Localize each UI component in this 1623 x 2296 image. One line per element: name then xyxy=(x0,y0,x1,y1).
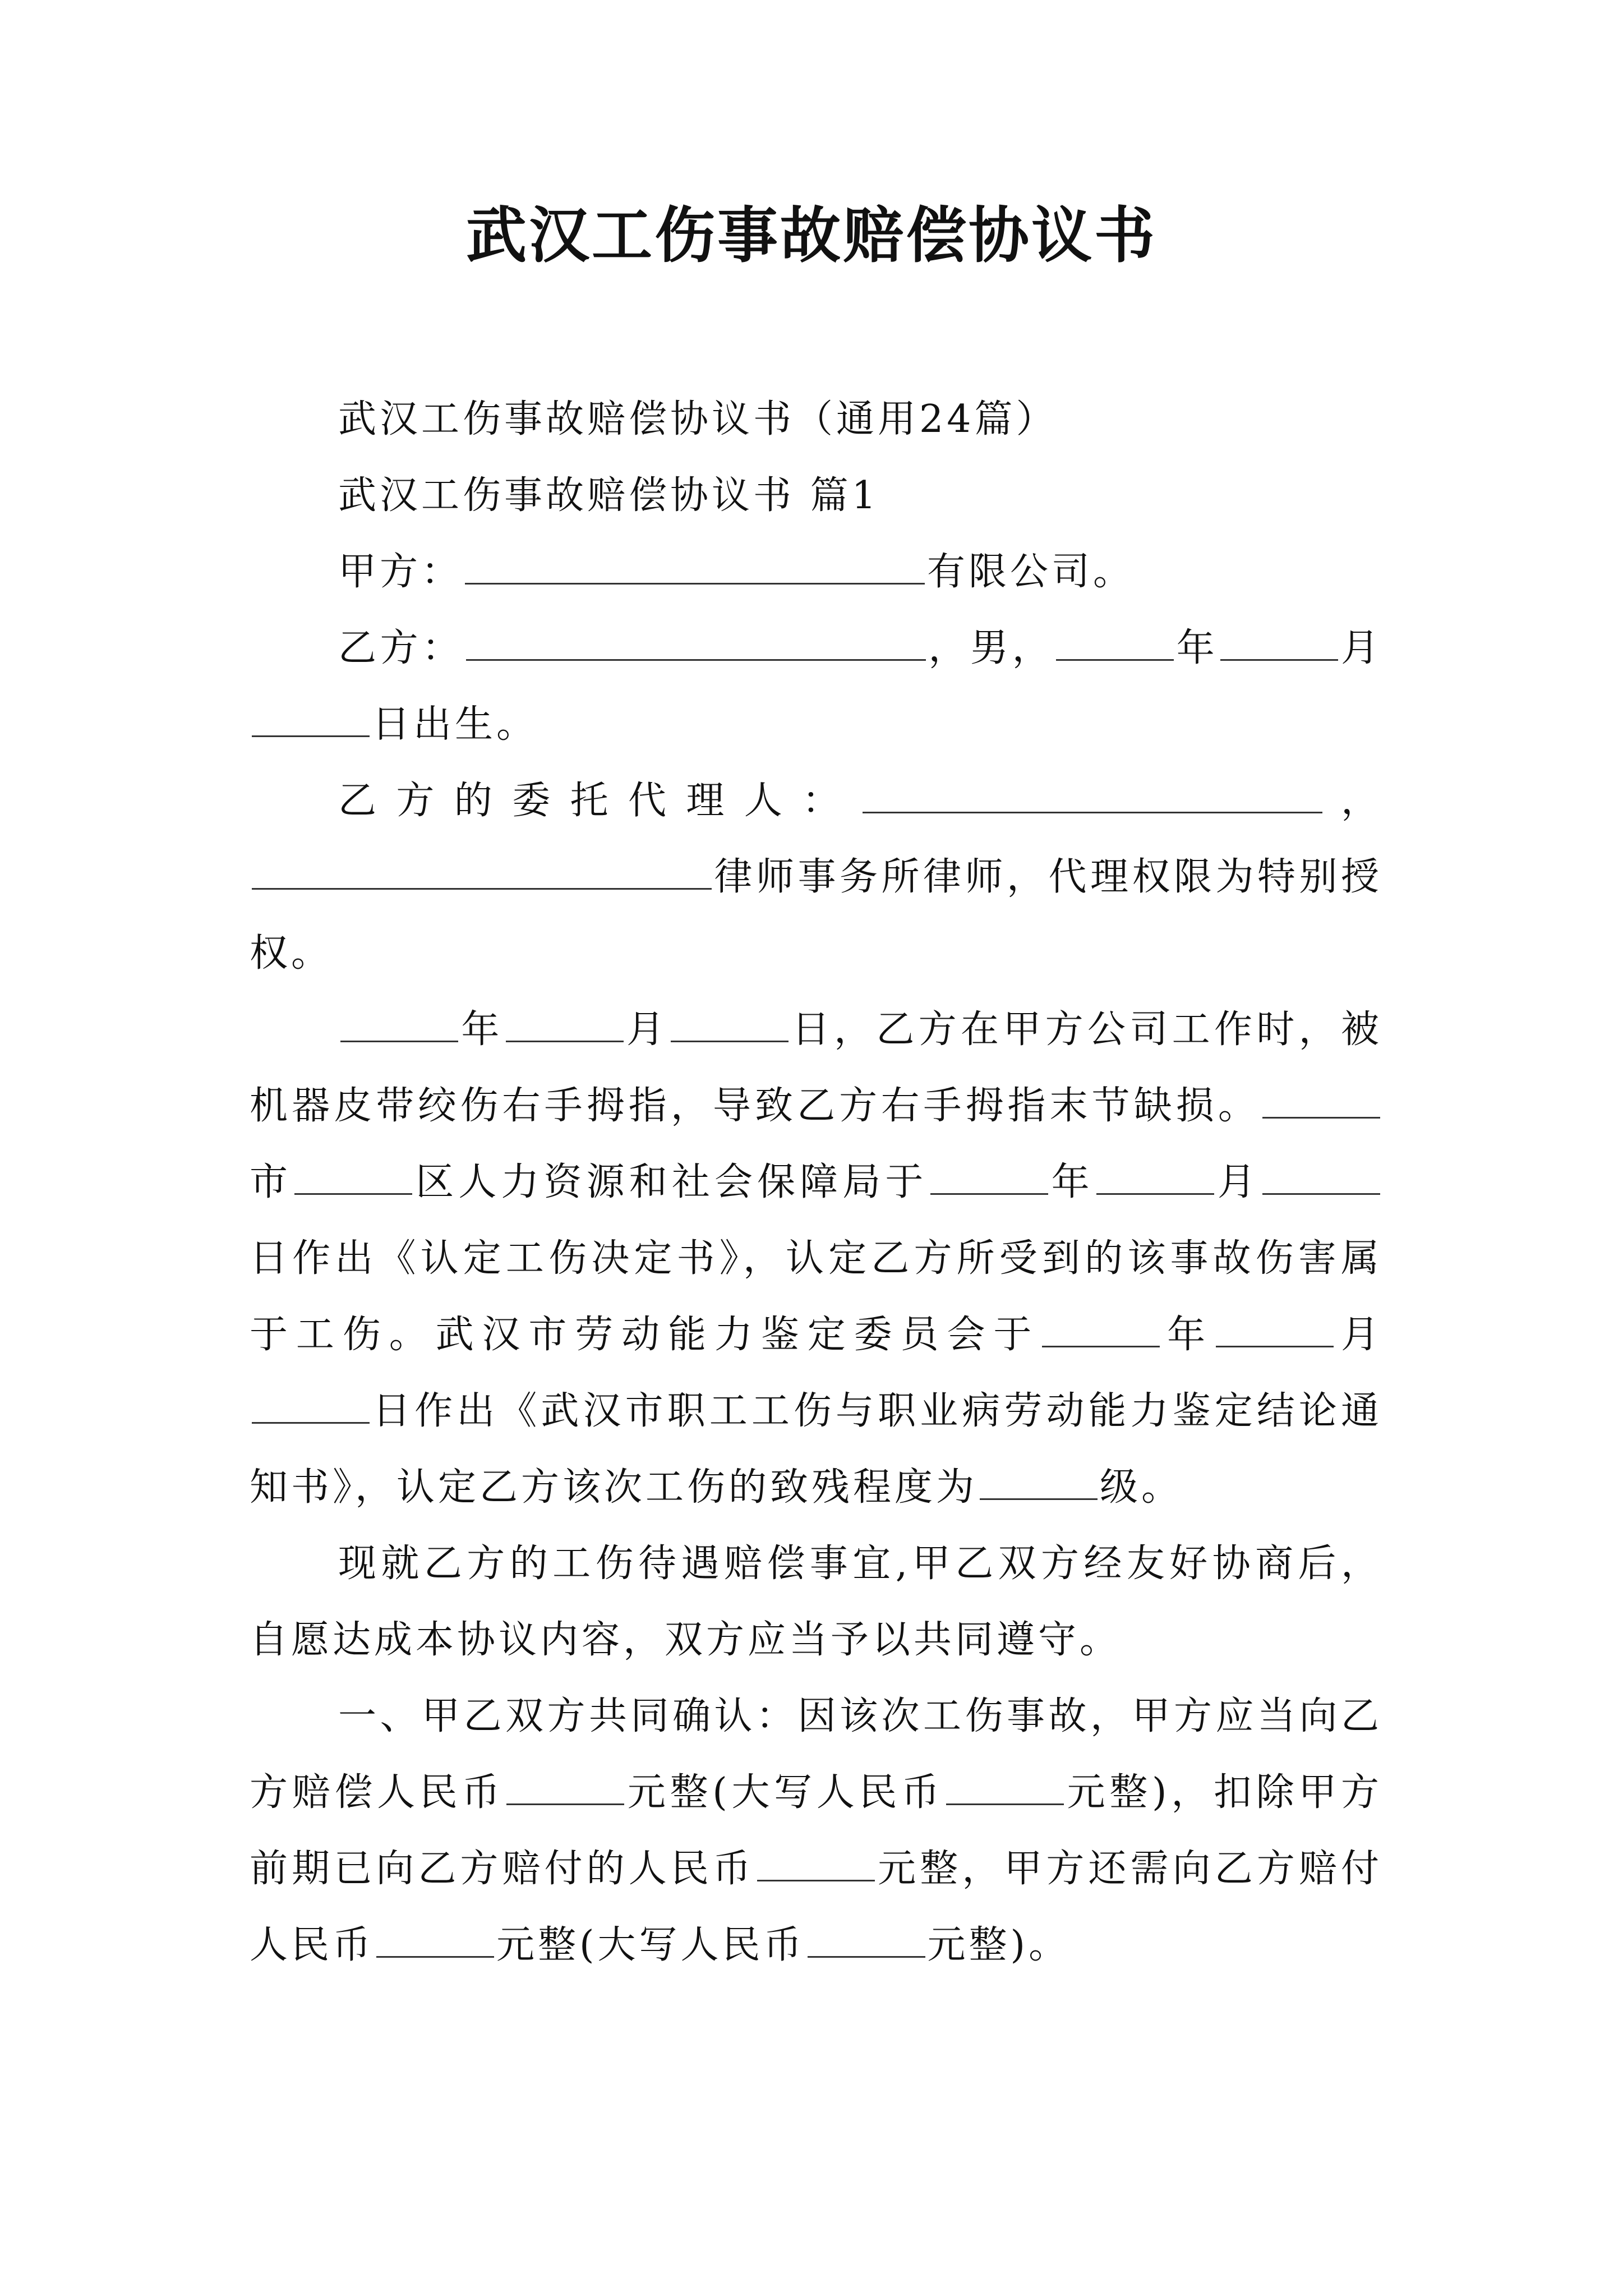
injury-paragraph xyxy=(250,992,1382,1526)
party-a-blank xyxy=(465,548,925,585)
agent-text: 律师事务所律师，代理权限为特别授权。 xyxy=(250,855,1382,976)
clause-one-text-2: 元整(大写人民币 xyxy=(626,1770,944,1815)
clause-one-text-1: 一、甲乙双方共同确认：因该次工伤事故，甲方应当向乙方赔偿人民币 xyxy=(250,1694,1382,1815)
injury-day-blank xyxy=(671,1006,789,1042)
law-firm-blank xyxy=(252,853,712,890)
decision-month-blank xyxy=(1096,1158,1214,1195)
district-text: 区人力资源和社会保障局于 xyxy=(414,1160,928,1204)
party-a-label: 甲方： xyxy=(338,550,463,594)
notice-year-label: 年 xyxy=(1162,1313,1214,1357)
decision-year-blank xyxy=(930,1158,1048,1195)
birth-year-blank xyxy=(1056,624,1174,661)
decision-year-label: 年 xyxy=(1050,1160,1094,1204)
party-a-line xyxy=(250,534,1382,610)
notice-month-label: 月 xyxy=(1336,1313,1382,1357)
injury-month-label: 月 xyxy=(625,1007,669,1052)
injury-year-label: 年 xyxy=(460,1007,504,1052)
notice-month-blank xyxy=(1216,1311,1334,1347)
remaining-amount-blank xyxy=(376,1921,494,1958)
party-b-label: 乙方： xyxy=(338,626,464,670)
agreement-paragraph: 现就乙方的工伤待遇赔偿事宜,甲乙双方经友好协商后，自愿达成本协议内容，双方应当予以共同遵守。 xyxy=(250,1542,1382,1662)
notice-year-blank xyxy=(1042,1311,1160,1347)
section-heading: 武汉工伤事故赔偿协议书 篇1 xyxy=(338,473,879,518)
document-body xyxy=(250,381,1382,1984)
birth-day-blank xyxy=(252,701,370,737)
injury-month-blank xyxy=(506,1006,624,1042)
birth-month-blank xyxy=(1220,624,1338,661)
compensation-amount-blank xyxy=(506,1769,624,1805)
party-b-name-blank xyxy=(466,624,926,661)
clause-one-text-6: 元整)。 xyxy=(927,1923,1071,1967)
party-a-suffix: 有限公司。 xyxy=(927,550,1135,594)
agent-label: 乙方的委托代理人： xyxy=(338,779,860,823)
remaining-capital-blank xyxy=(808,1921,925,1958)
district-blank xyxy=(294,1158,412,1195)
agent-name-blank xyxy=(863,777,1322,813)
clause-one-text-4: 元整，甲方还需向乙方赔付人民币 xyxy=(250,1847,1382,1967)
injury-description: 日，乙方在甲方公司工作时，被机器皮带绞伤右手拇指，导致乙方右手拇指末节缺损。 xyxy=(250,1007,1382,1128)
decision-month-label: 月 xyxy=(1216,1160,1260,1204)
birth-year-label: 年 xyxy=(1176,626,1219,670)
decision-day-blank xyxy=(1262,1158,1380,1195)
disability-level-label: 级。 xyxy=(1100,1465,1183,1510)
party-b-line xyxy=(250,610,1382,763)
prepaid-amount-blank xyxy=(757,1845,875,1881)
party-b-gender: ，男， xyxy=(928,626,1054,670)
decision-text: 日作出《认定工伤决定书》，认定乙方所受到的该事故伤害属于工伤。武汉市劳动能力鉴定委员会于 xyxy=(250,1236,1382,1357)
clause-one xyxy=(250,1678,1382,1984)
compensation-capital-blank xyxy=(946,1769,1064,1805)
agent-comma: ， xyxy=(1324,779,1382,823)
agent-line xyxy=(250,763,1382,992)
city-label: 市 xyxy=(250,1160,293,1204)
disability-level-blank xyxy=(980,1464,1098,1500)
notice-day-blank xyxy=(252,1387,370,1424)
injury-year-blank xyxy=(340,1006,458,1042)
birth-month-label: 月 xyxy=(1340,626,1382,670)
city-blank xyxy=(1262,1082,1380,1119)
birth-text: 日出生。 xyxy=(372,702,538,747)
document-title: 武汉工伤事故赔偿协议书 xyxy=(465,200,1157,271)
clause-one-text-5: 元整(大写人民币 xyxy=(496,1923,805,1967)
subtitle: 武汉工伤事故赔偿协议书（通用24篇） xyxy=(338,397,1058,441)
clause-one-text-3: 元整)，扣除甲方前期已向乙方赔付的人民币 xyxy=(250,1770,1382,1891)
notice-text: 日作出《武汉市职工工伤与职业病劳动能力鉴定结论通知书》，认定乙方该次工伤的致残程度为 xyxy=(250,1389,1382,1510)
